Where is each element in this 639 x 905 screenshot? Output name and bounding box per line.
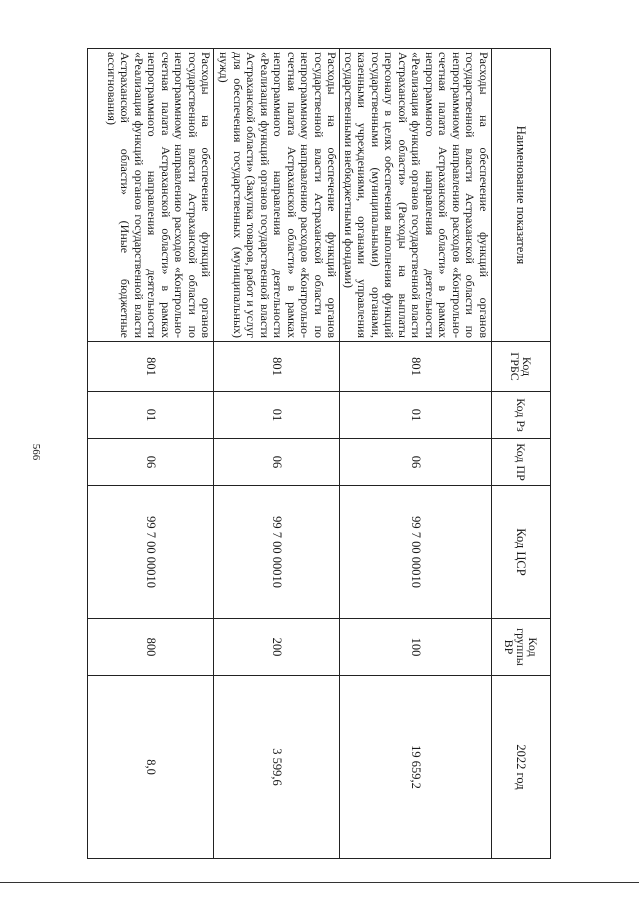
row-csr: 99 7 00 00010 xyxy=(88,486,214,619)
header-grbs: Код ГРБС xyxy=(492,342,551,392)
table-row xyxy=(340,49,492,859)
row-grbs: 801 xyxy=(340,342,492,392)
header-rz: Код Рз xyxy=(492,392,551,439)
row-amount: 8,0 xyxy=(88,676,214,859)
row-pr: 06 xyxy=(88,439,214,486)
row-grbs: 801 xyxy=(214,342,340,392)
table-row xyxy=(88,49,214,859)
row-csr: 99 7 00 00010 xyxy=(340,486,492,619)
header-row xyxy=(492,49,551,859)
header-vr: Код группы ВР xyxy=(492,619,551,676)
row-rz: 01 xyxy=(88,392,214,439)
row-vr: 800 xyxy=(88,619,214,676)
row-name: Расходы на обеспечение функций органов государственной власти Астраханской области по непрограммному направлению расходов «Контрольно-счетная палата Астраханской области» в рамках непрограммного направления деятельности «Реализация функций органов государственной власти Астраханской области» (Иные бюджетные ассигнования) xyxy=(88,49,214,342)
budget-table xyxy=(88,48,552,859)
header-pr: Код ПР xyxy=(492,439,551,486)
row-amount: 3 599,6 xyxy=(214,676,340,859)
row-name: Расходы на обеспечение функций органов государственной власти Астраханской области по непрограммному направлению расходов «Контрольно-счетная палата Астраханской области» в рамках непрограммного направления деятельности «Реализация функций органов государственной власти Астраханской области» (Закупка товаров, работ и услуг для обеспечения государственных (муниципальных) нужд) xyxy=(214,49,340,342)
row-rz: 01 xyxy=(340,392,492,439)
row-vr: 100 xyxy=(340,619,492,676)
row-pr: 06 xyxy=(340,439,492,486)
rotated-sheet xyxy=(96,48,551,858)
row-vr: 200 xyxy=(214,619,340,676)
row-amount: 19 659,2 xyxy=(340,676,492,859)
row-pr: 06 xyxy=(214,439,340,486)
row-rz: 01 xyxy=(214,392,340,439)
page-bottom-rule xyxy=(0,882,639,883)
header-year: 2022 год xyxy=(492,676,551,859)
header-name: Наименование показателя xyxy=(492,49,551,342)
page-number: 566 xyxy=(30,443,42,461)
row-name: Расходы на обеспечение функций органов государственной власти Астраханской области по непрограммному направлению расходов «Контрольно-счетная палата Астраханской области» в рамках непрограммного направления деятельности «Реализация функций органов государственной власти Астраханской области» (Расходы на выплаты персоналу в целях обеспечения выполнения функций государственными (муниципальными) органами, казенными учреждениями, органами управления государственными внебюджетными фондами) xyxy=(340,49,492,342)
row-csr: 99 7 00 00010 xyxy=(214,486,340,619)
header-csr: Код ЦСР xyxy=(492,486,551,619)
table-row xyxy=(214,49,340,859)
row-grbs: 801 xyxy=(88,342,214,392)
